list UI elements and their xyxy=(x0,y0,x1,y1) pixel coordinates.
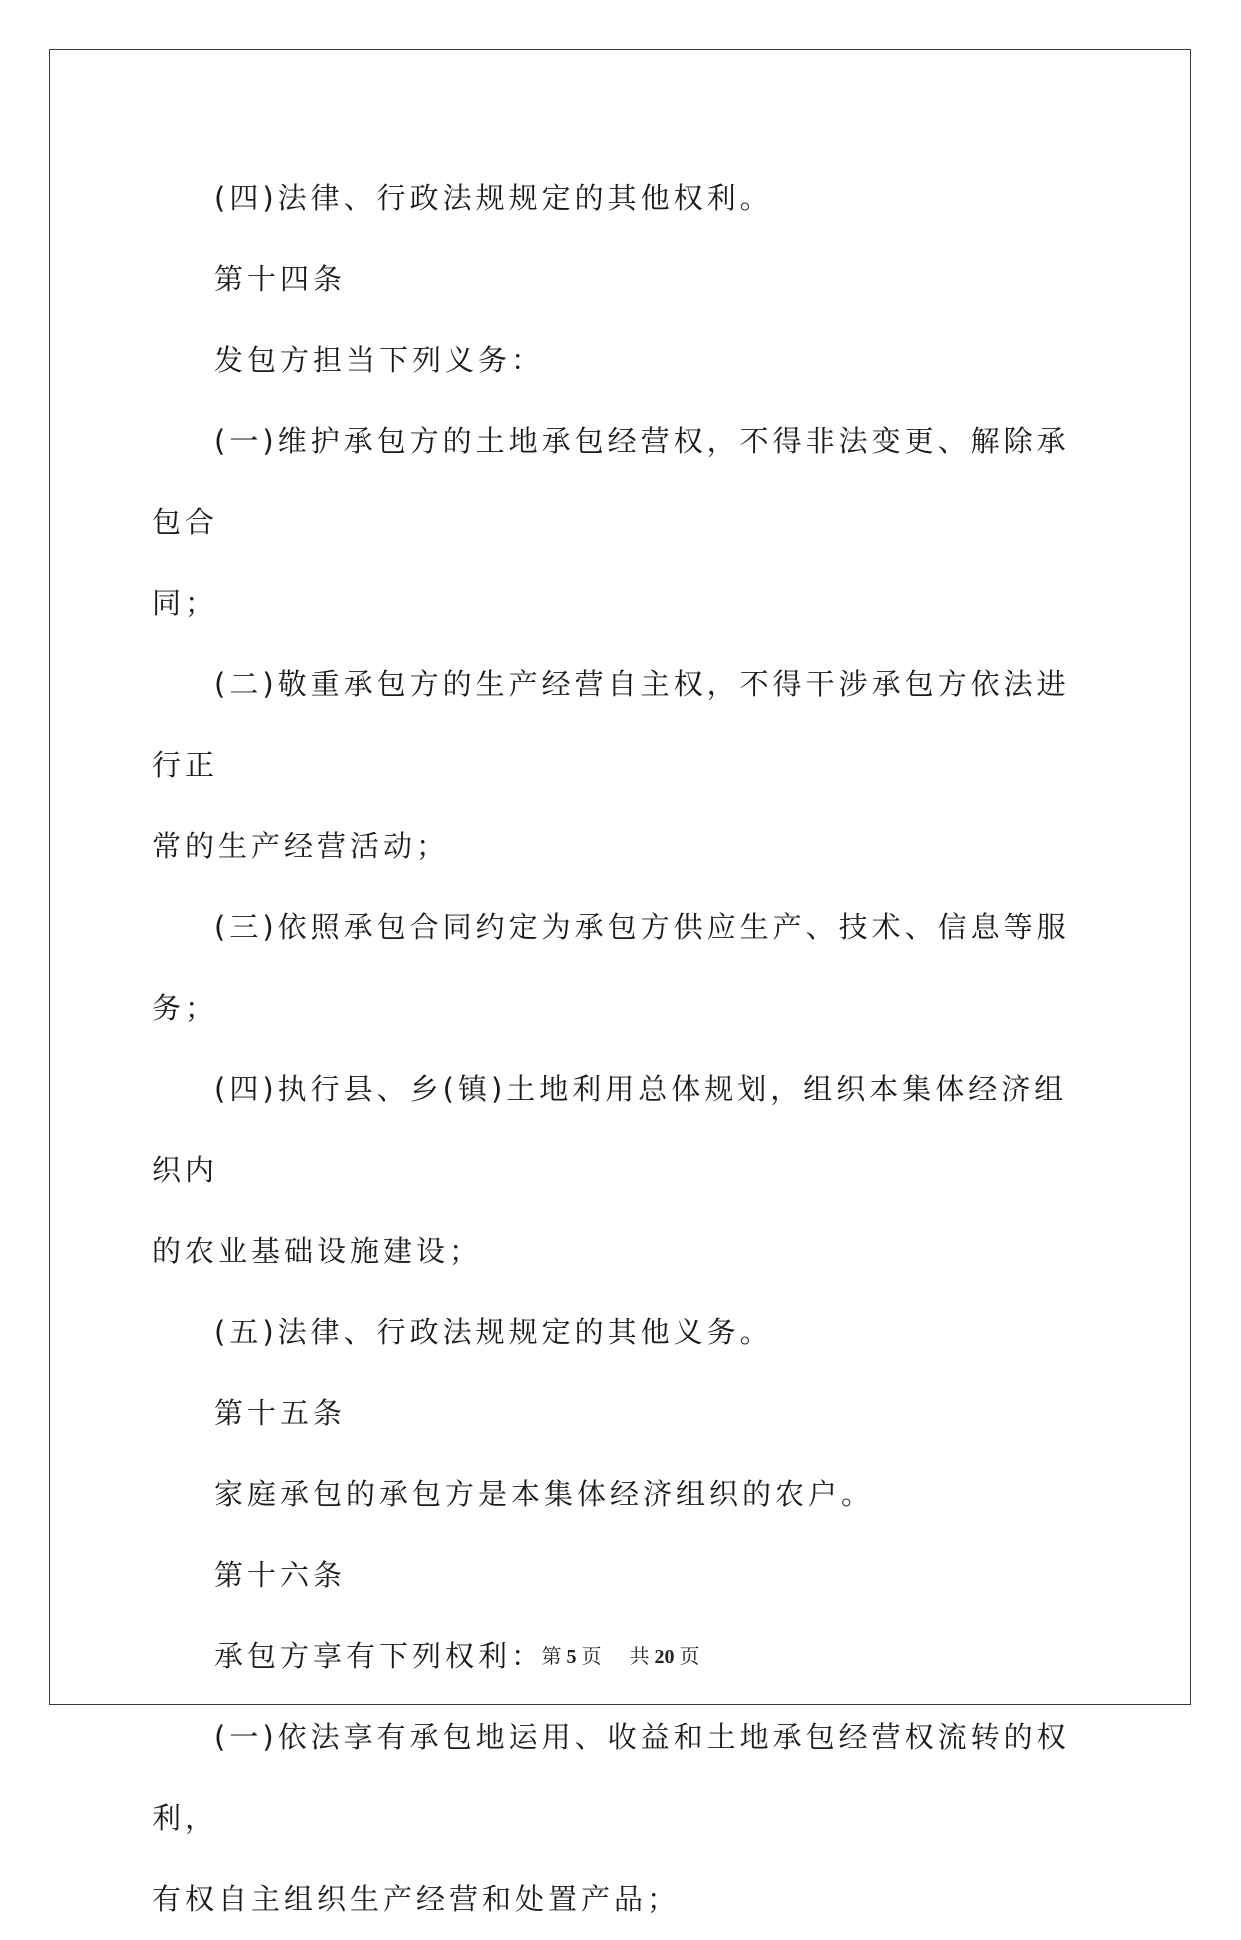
paragraph: (一)依法享有承包地运用、收益和土地承包经营权流转的权利， xyxy=(152,1720,1070,1835)
paragraph-continuation: 的农业基础设施建设； xyxy=(152,1234,483,1268)
paragraph: (四)法律、行政法规规定的其他权利。 xyxy=(214,181,773,215)
paragraph: (五)法律、行政法规规定的其他义务。 xyxy=(214,1315,773,1349)
footer-total-prefix: 共 xyxy=(629,1646,650,1668)
footer-page-number: 5 xyxy=(566,1646,577,1668)
article-heading: 第十四条 xyxy=(214,262,347,296)
footer-page-prefix: 第 xyxy=(541,1646,562,1668)
paragraph-continuation: 有权自主组织生产经营和处置产品； xyxy=(152,1882,681,1916)
footer-page-suffix: 页 xyxy=(581,1646,602,1668)
article-heading: 第十六条 xyxy=(214,1558,347,1592)
page-footer xyxy=(0,1640,1241,1669)
footer-total-suffix: 页 xyxy=(679,1646,700,1668)
paragraph: 承包方享有下列权利： xyxy=(214,1639,545,1673)
footer-total-pages: 20 xyxy=(654,1646,675,1668)
paragraph: (二)敬重承包方的生产经营自主权，不得干涉承包方依法进行正 xyxy=(152,667,1070,782)
paragraph-continuation: 常的生产经营活动； xyxy=(152,829,450,863)
paragraph: (四)执行县、乡(镇)土地利用总体规划，组织本集体经济组织内 xyxy=(152,1072,1068,1187)
article-heading: 第十五条 xyxy=(214,1396,347,1430)
paragraph: (一)维护承包方的土地承包经营权，不得非法变更、解除承包合 xyxy=(152,424,1070,539)
paragraph: 发包方担当下列义务： xyxy=(214,343,545,377)
document-body xyxy=(152,158,1092,1940)
paragraph: 家庭承包的承包方是本集体经济组织的农户。 xyxy=(214,1477,875,1511)
paragraph: (三)依照承包合同约定为承包方供应生产、技术、信息等服务； xyxy=(152,910,1070,1025)
paragraph-continuation: 同； xyxy=(152,586,219,620)
